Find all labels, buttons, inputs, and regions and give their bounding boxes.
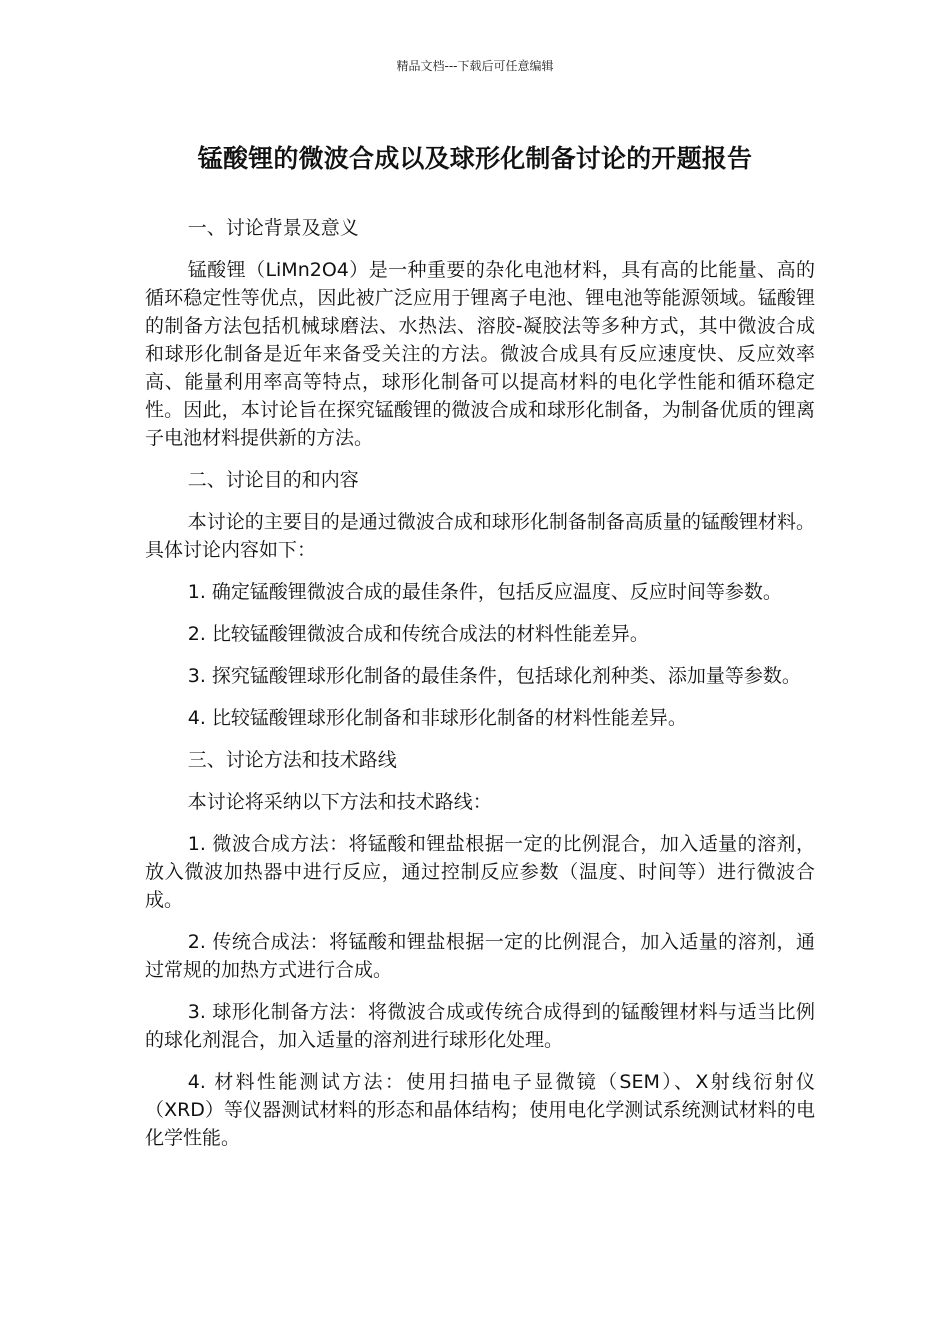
section-heading-objectives: 二、讨论目的和内容 bbox=[187, 469, 359, 491]
list-item: 3. 球形化制备方法：将微波合成或传统合成得到的锰酸锂材料与适当比例的球化剂混合，加入适量的溶剂进行球形化处理。 bbox=[145, 1001, 815, 1051]
paragraph: 本讨论将采纳以下方法和技术路线： bbox=[187, 791, 492, 813]
list-item: 3. 探究锰酸锂球形化制备的最佳条件，包括球化剂种类、添加量等参数。 bbox=[187, 665, 801, 687]
section-heading-background: 一、讨论背景及意义 bbox=[187, 217, 359, 239]
list-item: 2. 比较锰酸锂微波合成和传统合成法的材料性能差异。 bbox=[187, 623, 649, 645]
section-heading-methods: 三、讨论方法和技术路线 bbox=[187, 749, 397, 771]
page-header: 精品文档---下载后可任意编辑 bbox=[396, 59, 554, 73]
document-body bbox=[145, 214, 815, 1166]
paragraph: 锰酸锂（LiMn2O4）是一种重要的杂化电池材料，具有高的比能量、高的循环稳定性等优点，因此被广泛应用于锂离子电池、锂电池等能源领域。锰酸锂的制备方法包括机械球磨法、水热法、溶胶-凝胶法等多种方式，其中微波合成和球形化制备是近年来备受关注的方法。微波合成具有反应速度快、反应效率高、能量利用率高等特点，球形化制备可以提高材料的电化学性能和循环稳定性。因此，本讨论旨在探究锰酸锂的微波合成和球形化制备，为制备优质的锂离子电池材料提供新的方法。 bbox=[145, 259, 815, 449]
list-item: 1. 微波合成方法：将锰酸和锂盐根据一定的比例混合，加入适量的溶剂，放入微波加热器中进行反应，通过控制反应参数（温度、时间等）进行微波合成。 bbox=[145, 833, 815, 911]
paragraph: 本讨论的主要目的是通过微波合成和球形化制备制备高质量的锰酸锂材料。具体讨论内容如下： bbox=[145, 511, 815, 561]
document-title: 锰酸锂的微波合成以及球形化制备讨论的开题报告 bbox=[197, 144, 753, 173]
list-item: 4. 比较锰酸锂球形化制备和非球形化制备的材料性能差异。 bbox=[187, 707, 687, 729]
list-item: 1. 确定锰酸锂微波合成的最佳条件，包括反应温度、反应时间等参数。 bbox=[187, 581, 782, 603]
list-item: 2. 传统合成法：将锰酸和锂盐根据一定的比例混合，加入适量的溶剂，通过常规的加热方式进行合成。 bbox=[145, 931, 815, 981]
list-item: 4. 材料性能测试方法：使用扫描电子显微镜（SEM）、X射线衍射仪（XRD）等仪器测试材料的形态和晶体结构；使用电化学测试系统测试材料的电化学性能。 bbox=[145, 1071, 815, 1149]
